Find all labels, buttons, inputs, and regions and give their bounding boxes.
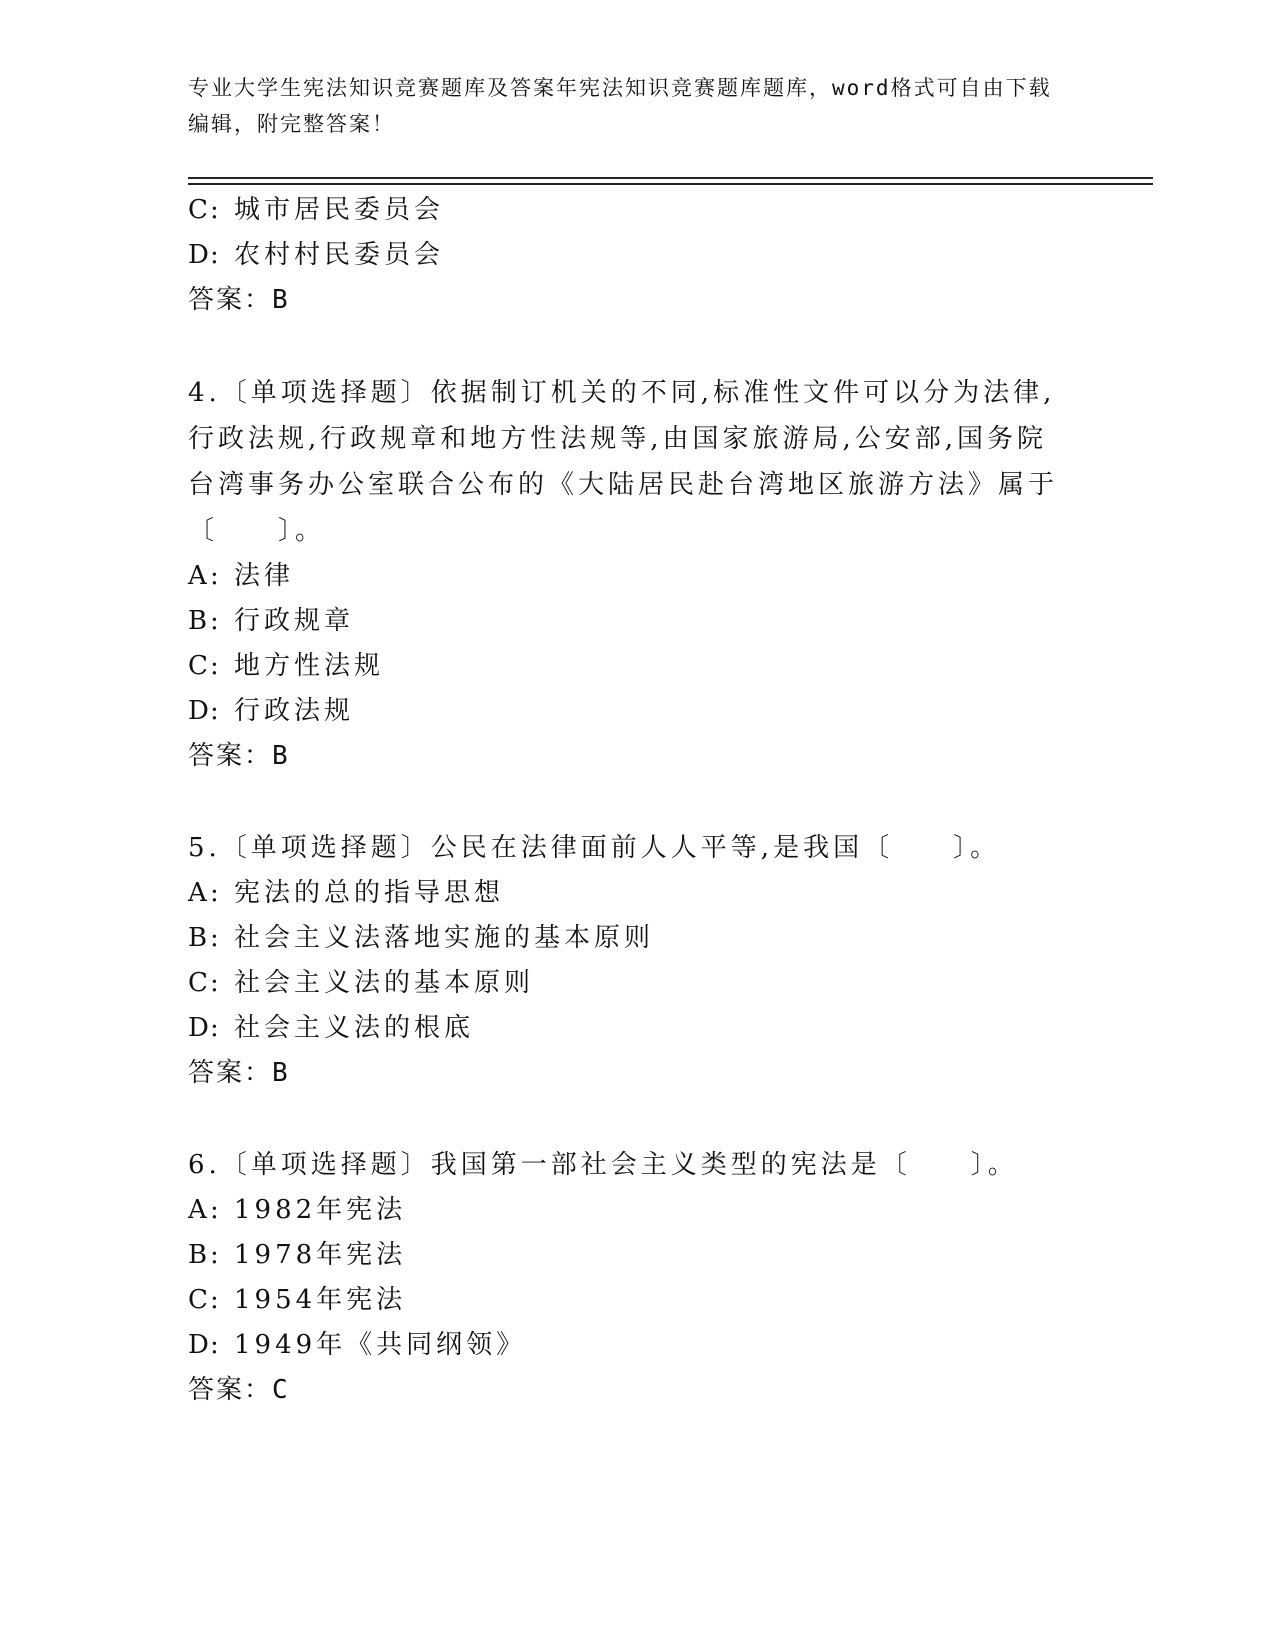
option-text: 社会主义法的基本原则 — [234, 968, 535, 998]
option-text: 宪法的总的指导思想 — [234, 878, 505, 908]
option-line — [188, 1323, 1068, 1368]
page-header-title: 专业大学生宪法知识竞赛题库及答案年宪法知识竞赛题库题库，word格式可自由下载编辑，附完整答案！ — [188, 76, 1052, 136]
header-rule-bottom — [188, 183, 1153, 185]
option-letter: A — [188, 561, 207, 591]
option-separator: : — [210, 923, 219, 953]
question-stem — [188, 826, 1068, 871]
option-separator: : — [210, 1285, 219, 1315]
option-text: 社会主义法落地实施的基本原则 — [234, 923, 655, 953]
answer-label: 答案： — [188, 285, 273, 315]
option-text: 社会主义法的根底 — [234, 1013, 475, 1043]
question-stem — [188, 1143, 1068, 1188]
question-content — [188, 188, 1068, 1413]
option-text: 1949年《共同纲领》 — [234, 1330, 527, 1360]
option-separator: : — [210, 1330, 219, 1360]
option-separator: : — [210, 968, 219, 998]
option-letter: C — [188, 1285, 208, 1315]
option-letter: B — [188, 1240, 208, 1270]
option-letter: B — [188, 923, 208, 953]
option-separator: : — [210, 561, 219, 591]
option-separator: : — [210, 651, 219, 681]
option-separator: : — [210, 240, 219, 270]
option-line — [188, 1006, 1068, 1051]
option-separator: : — [210, 878, 219, 908]
answer-label: 答案： — [188, 1058, 273, 1088]
option-line — [188, 916, 1068, 961]
option-letter: A — [188, 878, 207, 908]
option-letter: C — [188, 651, 208, 681]
option-line — [188, 233, 1068, 278]
spacer — [188, 779, 1068, 826]
option-letter: B — [188, 606, 208, 636]
answer-value: B — [272, 1058, 290, 1088]
option-line — [188, 689, 1068, 734]
option-letter: D — [188, 696, 209, 726]
option-text: 城市居民委员会 — [234, 195, 445, 225]
question-stem-text: 5.〔单项选择题〕公民在法律面前人人平等,是我国〔 〕。 — [188, 833, 1001, 863]
answer-line — [188, 734, 1068, 779]
answer-label: 答案： — [188, 1375, 273, 1405]
option-text: 1954年宪法 — [234, 1285, 407, 1315]
option-letter: D — [188, 240, 209, 270]
option-text: 法律 — [234, 561, 295, 591]
option-letter: D — [188, 1013, 209, 1043]
question-stem-text: 4.〔单项选择题〕依据制订机关的不同,标准性文件可以分为法律,行政法规,行政规章和地方性法规等,由国家旅游局,公安部,国务院台湾事务办公室联合公布的《大陆居民赴台湾地区旅游方法》属于〔 〕。 — [188, 378, 1059, 546]
option-line — [188, 1188, 1068, 1233]
option-separator: : — [210, 1195, 219, 1225]
option-line — [188, 599, 1068, 644]
answer-line — [188, 278, 1068, 323]
answer-value: B — [272, 741, 290, 771]
spacer — [188, 323, 1068, 370]
option-line — [188, 961, 1068, 1006]
option-text: 行政法规 — [234, 696, 355, 726]
option-line — [188, 188, 1068, 233]
question-stem — [188, 370, 1068, 554]
answer-value: B — [272, 285, 290, 315]
option-text: 地方性法规 — [234, 651, 385, 681]
question-stem-text: 6.〔单项选择题〕我国第一部社会主义类型的宪法是〔 〕。 — [188, 1150, 1018, 1180]
option-separator: : — [210, 606, 219, 636]
option-separator: : — [210, 1013, 219, 1043]
spacer — [188, 1096, 1068, 1143]
answer-line — [188, 1051, 1068, 1096]
option-line — [188, 554, 1068, 599]
option-letter: C — [188, 968, 208, 998]
option-line — [188, 644, 1068, 689]
option-text: 行政规章 — [234, 606, 355, 636]
option-text: 农村村民委员会 — [234, 240, 445, 270]
option-letter: A — [188, 1195, 207, 1225]
option-letter: C — [188, 195, 208, 225]
option-letter: D — [188, 1330, 209, 1360]
option-line — [188, 1233, 1068, 1278]
option-separator: : — [210, 1240, 219, 1270]
option-separator: : — [210, 195, 219, 225]
answer-line — [188, 1368, 1068, 1413]
option-line — [188, 871, 1068, 916]
answer-label: 答案： — [188, 741, 273, 771]
option-line — [188, 1278, 1068, 1323]
option-text: 1978年宪法 — [234, 1240, 407, 1270]
answer-value: C — [272, 1375, 290, 1405]
option-text: 1982年宪法 — [234, 1195, 407, 1225]
option-separator: : — [210, 696, 219, 726]
header-rule-top — [188, 177, 1153, 179]
